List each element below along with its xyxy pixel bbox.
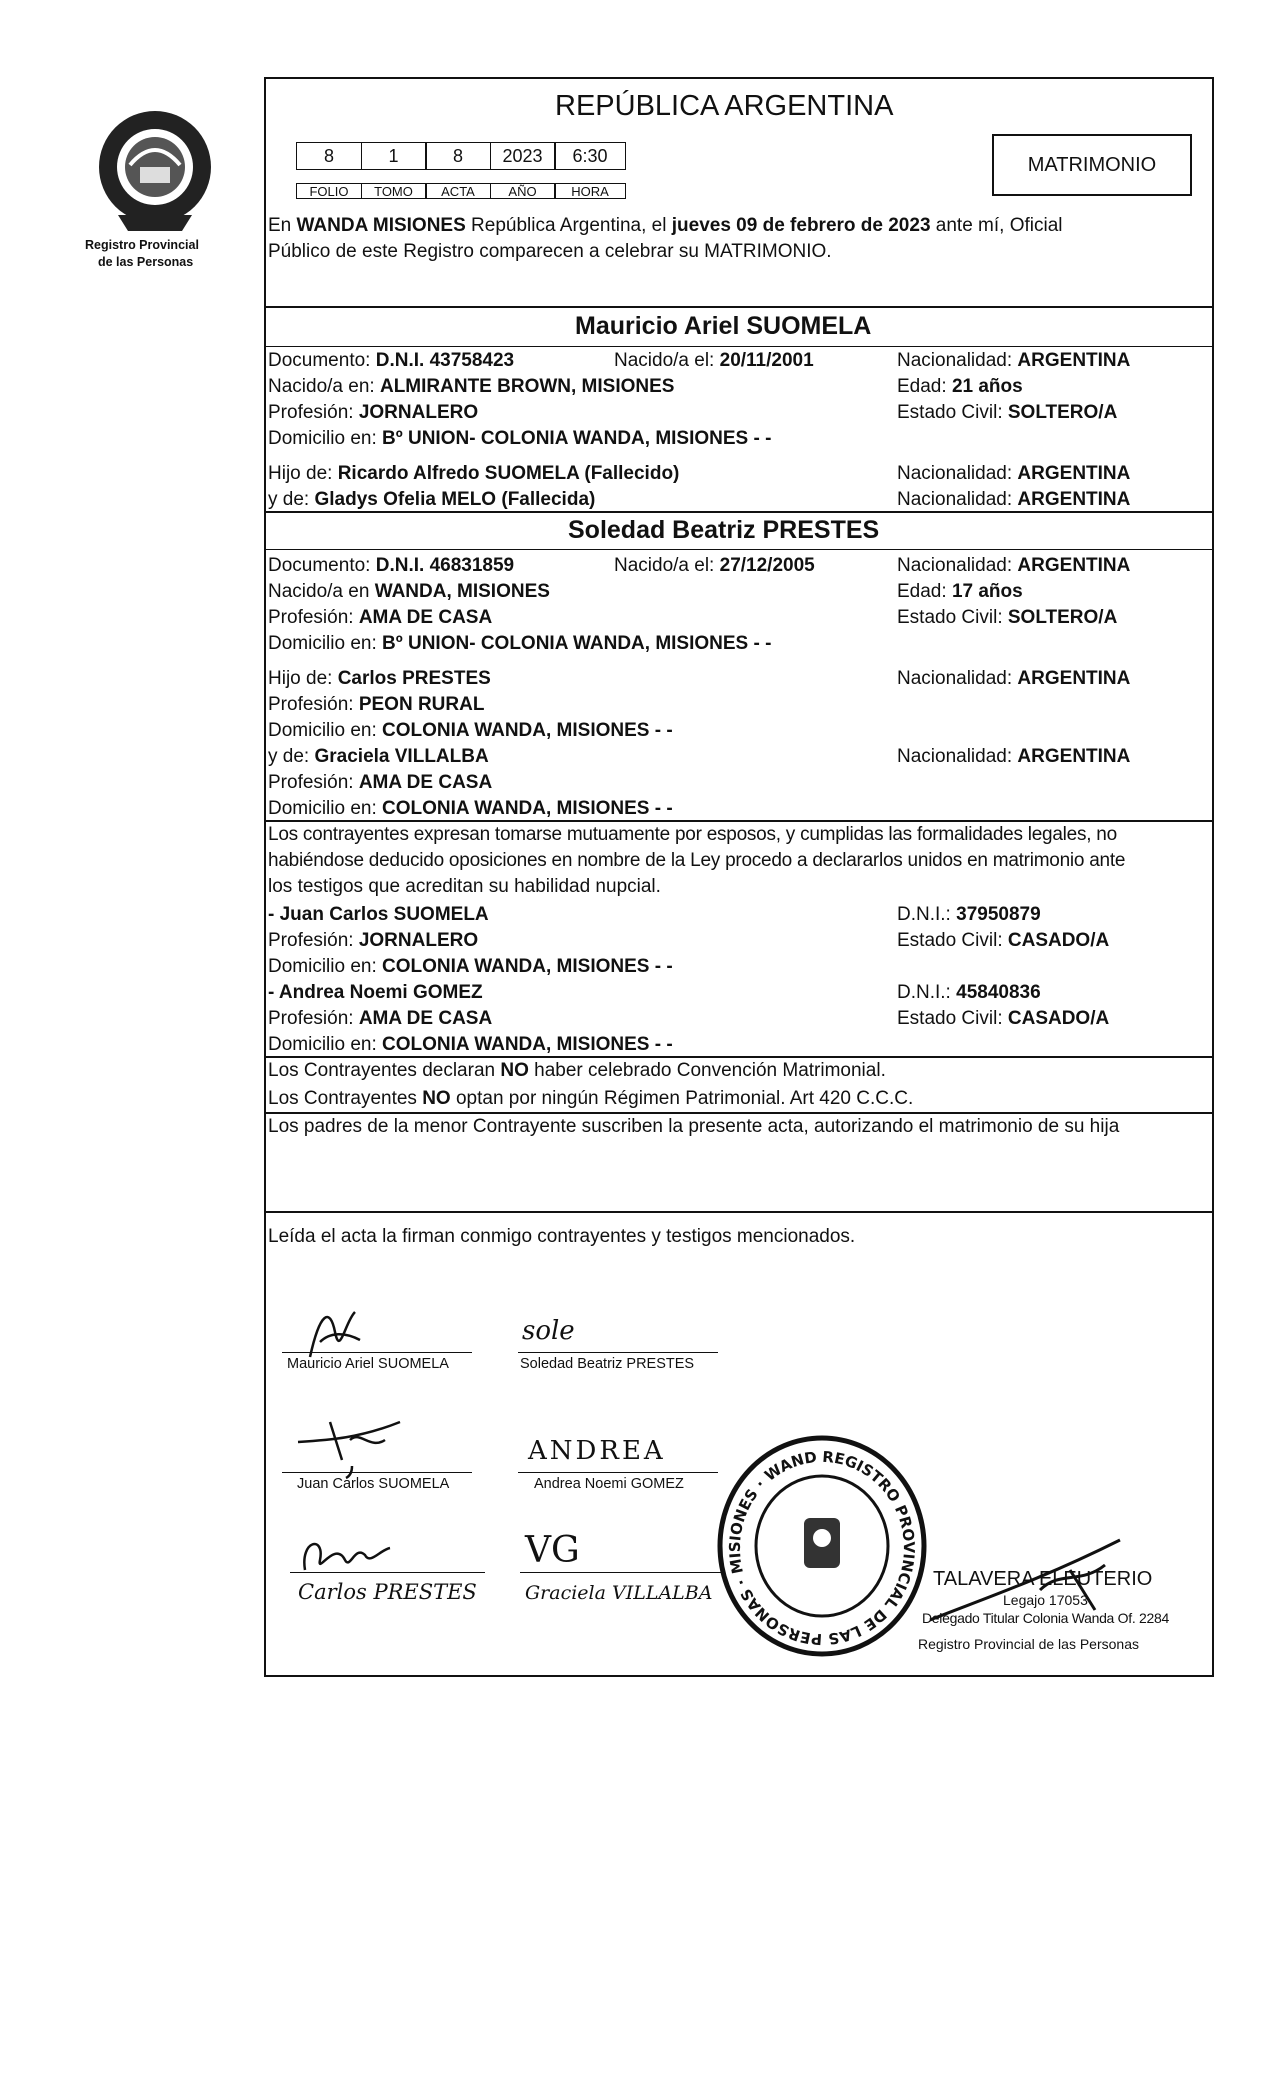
label: Domicilio en:: [268, 428, 383, 449]
intro-line-2: Público de este Registro comparecen a celebrar su MATRIMONIO.: [268, 241, 832, 262]
spouse2-civil-status: [897, 607, 1117, 629]
label: Nacido/a el:: [614, 350, 720, 371]
label: Estado Civil:: [897, 402, 1008, 423]
spouse1-address: [268, 428, 771, 450]
label: D.N.I.:: [897, 904, 957, 925]
spouse2-mother-profession: [268, 772, 492, 794]
witness1-dni: [897, 904, 1041, 926]
divider: [264, 549, 1214, 550]
label: Documento:: [268, 350, 376, 371]
intro-text: ante mí, Oficial: [930, 215, 1063, 236]
label: Nacionalidad:: [897, 489, 1018, 510]
value: JORNALERO: [358, 930, 479, 951]
value: AMA DE CASA: [358, 772, 493, 793]
witness1-signature-caption: Juan Carlos SUOMELA: [297, 1476, 450, 1492]
record-type-box: [992, 134, 1192, 196]
year-label: AÑO: [490, 183, 556, 199]
label: Nacionalidad:: [897, 668, 1018, 689]
value: WANDA, MISIONES: [374, 581, 550, 602]
value: ARGENTINA: [1017, 489, 1131, 510]
spouse2-mother-address: [268, 798, 673, 820]
mother-handwritten-name: Graciela VILLALBA: [525, 1582, 713, 1604]
label: Domicilio en:: [268, 633, 383, 654]
value: 45840836: [956, 982, 1041, 1003]
divider: [264, 820, 1214, 822]
spouse2-doc: [268, 555, 514, 577]
witness1-signature-icon: [290, 1410, 410, 1480]
spouse2-born-in: [268, 581, 550, 603]
value: CASADO/A: [1007, 930, 1110, 951]
spouse2-mother-nationality: [897, 746, 1130, 768]
spouse2-address: [268, 633, 771, 655]
spouse1-civil-status: [897, 402, 1117, 424]
groom-signature-caption: Mauricio Ariel SUOMELA: [287, 1356, 449, 1372]
bride-signature-caption: Soledad Beatriz PRESTES: [520, 1356, 695, 1372]
official-legajo: Legajo 17053: [1003, 1592, 1088, 1608]
label: Nacionalidad:: [897, 555, 1018, 576]
label: Nacido/a en:: [268, 376, 380, 397]
value: JORNALERO: [358, 402, 479, 423]
text: Los Contrayentes: [268, 1088, 423, 1109]
text: optan por ningún Régimen Patrimonial. Art 420 C.C.C.: [450, 1088, 914, 1109]
value: ARGENTINA: [1017, 746, 1131, 767]
spouse1-birth: [614, 350, 814, 372]
label: Domicilio en:: [268, 956, 383, 977]
father-signature-line: [290, 1572, 485, 1573]
value: ARGENTINA: [1017, 350, 1131, 371]
label: y de:: [268, 489, 315, 510]
value: AMA DE CASA: [358, 607, 493, 628]
label: y de:: [268, 746, 315, 767]
spouse1-profession: [268, 402, 478, 424]
acta-value: 8: [425, 142, 491, 170]
witness2-civil-status: [897, 1008, 1109, 1030]
parents-note: Los padres de la menor Contrayente suscriben la presente acta, autorizando el matrimonio de su hija: [268, 1116, 1120, 1137]
value: COLONIA WANDA, MISIONES - -: [382, 720, 673, 741]
witness2-signature-line: [518, 1472, 718, 1473]
spouse2-name: Soledad Beatriz PRESTES: [568, 516, 880, 544]
folio-label: FOLIO: [296, 183, 362, 199]
hour-label: HORA: [554, 183, 626, 199]
divider: [264, 1056, 1214, 1058]
witness2-dni: [897, 982, 1041, 1004]
acta-label: ACTA: [425, 183, 491, 199]
value: Ricardo Alfredo SUOMELA (Fallecido): [337, 463, 680, 484]
official-org: Registro Provincial de las Personas: [918, 1636, 1139, 1652]
witness2-signature-caption: Andrea Noemi GOMEZ: [534, 1476, 684, 1492]
logo-caption-line2: de las Personas: [98, 255, 194, 269]
mother-signature-line: [520, 1572, 725, 1573]
intro-date: jueves 09 de febrero de 2023: [671, 215, 931, 236]
value: COLONIA WANDA, MISIONES - -: [382, 956, 673, 977]
record-labels-row: [296, 183, 625, 199]
label: Profesión:: [268, 930, 359, 951]
seal-ring-text: REGISTRO PROVINCIAL DE LAS PERSONAS · MISIONES · WAND: [725, 1447, 918, 1649]
convention-line-2: [268, 1088, 913, 1110]
spouse1-name: Mauricio Ariel SUOMELA: [575, 312, 872, 340]
label: Edad:: [897, 581, 952, 602]
label: Documento:: [268, 555, 376, 576]
spouse2-mother: [268, 746, 489, 768]
label: Profesión:: [268, 402, 359, 423]
value: Gladys Ofelia MELO (Fallecida): [314, 489, 596, 510]
label: Nacionalidad:: [897, 746, 1018, 767]
value: PEON RURAL: [358, 694, 485, 715]
country-title: REPÚBLICA ARGENTINA: [555, 90, 894, 122]
value: 37950879: [956, 904, 1041, 925]
spouse2-profession: [268, 607, 492, 629]
label: Domicilio en:: [268, 798, 383, 819]
registry-logo: [90, 105, 220, 235]
value: SOLTERO/A: [1007, 607, 1118, 628]
value: 20/11/2001: [719, 350, 814, 371]
label: Estado Civil:: [897, 1008, 1008, 1029]
witness1-profession: [268, 930, 478, 952]
seal-icon: [712, 1432, 932, 1660]
witness1-address: [268, 956, 673, 978]
divider: [264, 1112, 1214, 1114]
value: 27/12/2005: [719, 555, 815, 576]
witness1-name: - Juan Carlos SUOMELA: [268, 904, 489, 925]
label: Domicilio en:: [268, 720, 383, 741]
spouse1-father-nationality: [897, 463, 1130, 485]
year-value: 2023: [490, 142, 556, 170]
official-name: TALAVERA ELEUTERIO: [933, 1568, 1153, 1590]
emphasis: NO: [500, 1060, 529, 1081]
spouse1-doc: [268, 350, 514, 372]
witness1-civil-status: [897, 930, 1109, 952]
value: COLONIA WANDA, MISIONES - -: [382, 1034, 673, 1055]
value: SOLTERO/A: [1007, 402, 1118, 423]
value: 21 años: [951, 376, 1023, 397]
official-role: Delegado Titular Colonia Wanda Of. 2284: [922, 1610, 1169, 1626]
value: ARGENTINA: [1017, 668, 1131, 689]
witness2-signature-scrawl: ANDREA: [528, 1436, 666, 1466]
intro-text: República Argentina, el: [465, 215, 672, 236]
value: D.N.I. 43758423: [375, 350, 515, 371]
intro-text: En: [268, 215, 297, 236]
father-handwritten-name: Carlos PRESTES: [298, 1580, 477, 1604]
label: Profesión:: [268, 694, 359, 715]
text: haber celebrado Convención Matrimonial.: [528, 1060, 886, 1081]
value: Bº UNION- COLONIA WANDA, MISIONES - -: [382, 428, 772, 449]
label: Domicilio en:: [268, 1034, 383, 1055]
spouse1-father: [268, 463, 679, 485]
label: Nacionalidad:: [897, 350, 1018, 371]
shield-logo-icon: [90, 105, 220, 235]
value: Bº UNION- COLONIA WANDA, MISIONES - -: [382, 633, 772, 654]
value: Carlos PRESTES: [337, 668, 491, 689]
label: Profesión:: [268, 1008, 359, 1029]
spouse2-father-profession: [268, 694, 484, 716]
spouse2-father-address: [268, 720, 673, 742]
folio-value: 8: [296, 142, 362, 170]
bride-signature-scrawl: sole: [522, 1316, 575, 1346]
spouse2-father-nationality: [897, 668, 1130, 690]
groom-signature-icon: [300, 1302, 370, 1364]
spouse2-age: [897, 581, 1023, 603]
spouse1-mother: [268, 489, 595, 511]
label: Nacido/a el:: [614, 555, 720, 576]
label: Nacido/a en: [268, 581, 375, 602]
label: Hijo de:: [268, 668, 338, 689]
value: AMA DE CASA: [358, 1008, 493, 1029]
label: Edad:: [897, 376, 952, 397]
value: CASADO/A: [1007, 1008, 1110, 1029]
record-type-label: MATRIMONIO: [1027, 153, 1157, 176]
value: ARGENTINA: [1017, 463, 1131, 484]
value: COLONIA WANDA, MISIONES - -: [382, 798, 673, 819]
bride-signature-line: [518, 1352, 718, 1353]
tomo-value: 1: [361, 142, 427, 170]
spouse1-age: [897, 376, 1023, 398]
label: Profesión:: [268, 607, 359, 628]
spouse1-nationality: [897, 350, 1130, 372]
value: ARGENTINA: [1017, 555, 1131, 576]
intro-line-1: [268, 215, 1063, 237]
record-values-row: [296, 142, 625, 170]
value: Graciela VILLALBA: [314, 746, 489, 767]
label: Estado Civil:: [897, 930, 1008, 951]
emphasis: NO: [422, 1088, 451, 1109]
text: Los Contrayentes declaran: [268, 1060, 501, 1081]
spouse2-father: [268, 668, 491, 690]
hour-value: 6:30: [554, 142, 626, 170]
label: Nacionalidad:: [897, 463, 1018, 484]
official-seal: [712, 1432, 932, 1660]
divider: [264, 1211, 1214, 1213]
witness2-profession: [268, 1008, 492, 1030]
value: D.N.I. 46831859: [375, 555, 515, 576]
value: ALMIRANTE BROWN, MISIONES: [379, 376, 675, 397]
spouse1-born-in: [268, 376, 674, 398]
witness1-signature-line: [282, 1472, 472, 1473]
witness2-address: [268, 1034, 673, 1056]
witness2-name: - Andrea Noemi GOMEZ: [268, 982, 483, 1003]
declaration-line-2: habiéndose deducido oposiciones en nombre de la Ley procedo a declararlos unidos en matrimonio ante: [268, 850, 1126, 871]
closing-line: Leída el acta la firman conmigo contrayentes y testigos mencionados.: [268, 1226, 856, 1247]
divider: [264, 511, 1214, 513]
label: D.N.I.:: [897, 982, 957, 1003]
label: Profesión:: [268, 772, 359, 793]
label: Estado Civil:: [897, 607, 1008, 628]
mother-signature-scrawl: VG: [525, 1530, 580, 1571]
spouse1-mother-nationality: [897, 489, 1130, 511]
spouse2-nationality: [897, 555, 1130, 577]
intro-place: WANDA MISIONES: [296, 215, 466, 236]
spouse2-birth: [614, 555, 815, 577]
declaration-line-3: los testigos que acreditan su habilidad nupcial.: [268, 876, 661, 897]
groom-signature-line: [282, 1352, 472, 1353]
value: 17 años: [951, 581, 1023, 602]
tomo-label: TOMO: [361, 183, 427, 199]
divider: [264, 306, 1214, 308]
convention-line-1: [268, 1060, 886, 1082]
declaration-line-1: Los contrayentes expresan tomarse mutuamente por esposos, y cumplidas las formalidades legales, no: [268, 824, 1117, 845]
logo-caption-line1: Registro Provincial: [85, 238, 199, 252]
divider: [264, 346, 1214, 347]
label: Hijo de:: [268, 463, 338, 484]
